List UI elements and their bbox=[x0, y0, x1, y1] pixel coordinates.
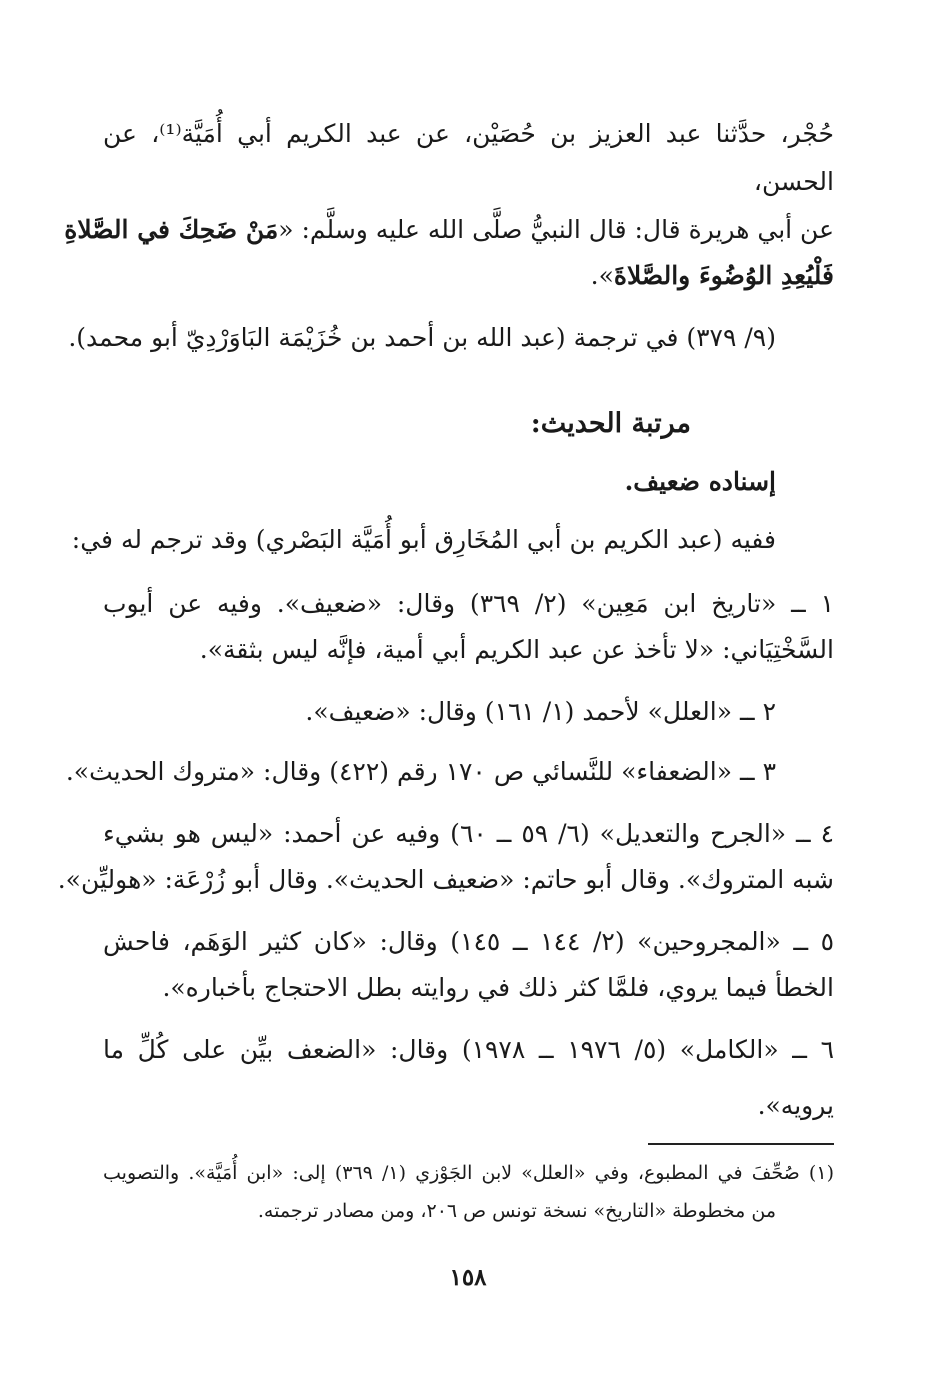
paragraph-2-line-2 bbox=[591, 260, 834, 292]
hadith-intro-text: عن أبي هريرة قال: قال النبيُّ صلَّى الله عليه وسلَّم: « bbox=[278, 215, 834, 244]
item-4-line-1: ٤ ــ «الجرح والتعديل» (٦/ ٥٩ ــ ٦٠) وفيه عن أحمد: «ليس هو بشيء bbox=[103, 819, 835, 848]
item-5-line-1: ٥ ــ «المجروحين» (٢/ ١٤٤ ــ ١٤٥) وقال: «كان كثير الوَهَم، فاحش bbox=[103, 927, 835, 956]
page-number: ١٥٨ bbox=[449, 1264, 487, 1291]
item-2: ٢ ــ «العلل» لأحمد (١/ ١٦١) وقال: «ضعيف». bbox=[305, 697, 776, 726]
section-heading: مرتبة الحديث: bbox=[530, 408, 691, 439]
paragraph-1-line-2: الحسن، bbox=[753, 167, 834, 196]
verdict-line: إسناده ضعيف. bbox=[624, 467, 776, 496]
footnote-separator bbox=[648, 1143, 834, 1145]
item-6-line-1: ٦ ــ «الكامل» (٥/ ١٩٧٦ ــ ١٩٧٨) وقال: «الضعف بيِّن على كُلِّ ما bbox=[103, 1035, 834, 1064]
paragraph-2-line-1 bbox=[64, 214, 834, 246]
footnote-line-2: من مخطوطة «التاريخ» نسخة تونس ص ٢٠٦، ومن مصادر ترجمته. bbox=[257, 1200, 776, 1222]
item-6-line-2: يرويه». bbox=[757, 1091, 834, 1120]
item-1-line-2: السَّخْتِيَاني: «لا تأخذ عن عبد الكريم أبي أمية، فإنَّه ليس بثقة». bbox=[199, 635, 834, 664]
intro-line: ففيه (عبد الكريم بن أبي المُخَارِق أبو أُمَيَّة البَصْري) وقد ترجم له في: bbox=[71, 525, 776, 554]
item-4-line-2: شبه المتروك». وقال أبو حاتم: «ضعيف الحديث». وقال أبو زُرْعَة: «هوليِّن». bbox=[57, 865, 834, 894]
item-1-line-1: ١ ــ «تاريخ ابن مَعِين» (٢/ ٣٦٩) وقال: «ضعيف». وفيه عن أيوب bbox=[103, 589, 834, 618]
paragraph-3: (٩/ ٣٧٩) في ترجمة (عبد الله بن أحمد بن خُزَيْمَة البَاوَرْدِيّ أبو محمد). bbox=[68, 323, 776, 352]
item-5-line-2: الخطأ فيما يروي، فلمَّا كثر ذلك في روايته بطل الاحتجاج بأخباره». bbox=[162, 973, 834, 1002]
footnote-line-1: (١) صُحِّفَ في المطبوع، وفي «العلل» لابن الجَوْزي (١/ ٣٦٩) إلى: «ابن أُمَيَّة». والتصويب bbox=[103, 1162, 834, 1184]
hadith-quote-close: ». bbox=[590, 261, 614, 290]
item-3: ٣ ــ «الضعفاء» للنَّسائي ص ١٧٠ رقم (٤٢٢) وقال: «متروك الحديث». bbox=[65, 757, 776, 786]
hadith-quote-part-2: فَلْيُعِدِ الوُضُوءَ والصَّلاةَ bbox=[613, 261, 834, 290]
hadith-quote-part-1: مَنْ ضَحِكَ في الصَّلاةِ bbox=[64, 215, 279, 244]
paragraph-1-line-1: حُجْر، حدَّثنا عبد العزيز بن حُصَيْن، عن عبد الكريم أبي أُمَيَّة⁽¹⁾، عن bbox=[103, 119, 834, 148]
